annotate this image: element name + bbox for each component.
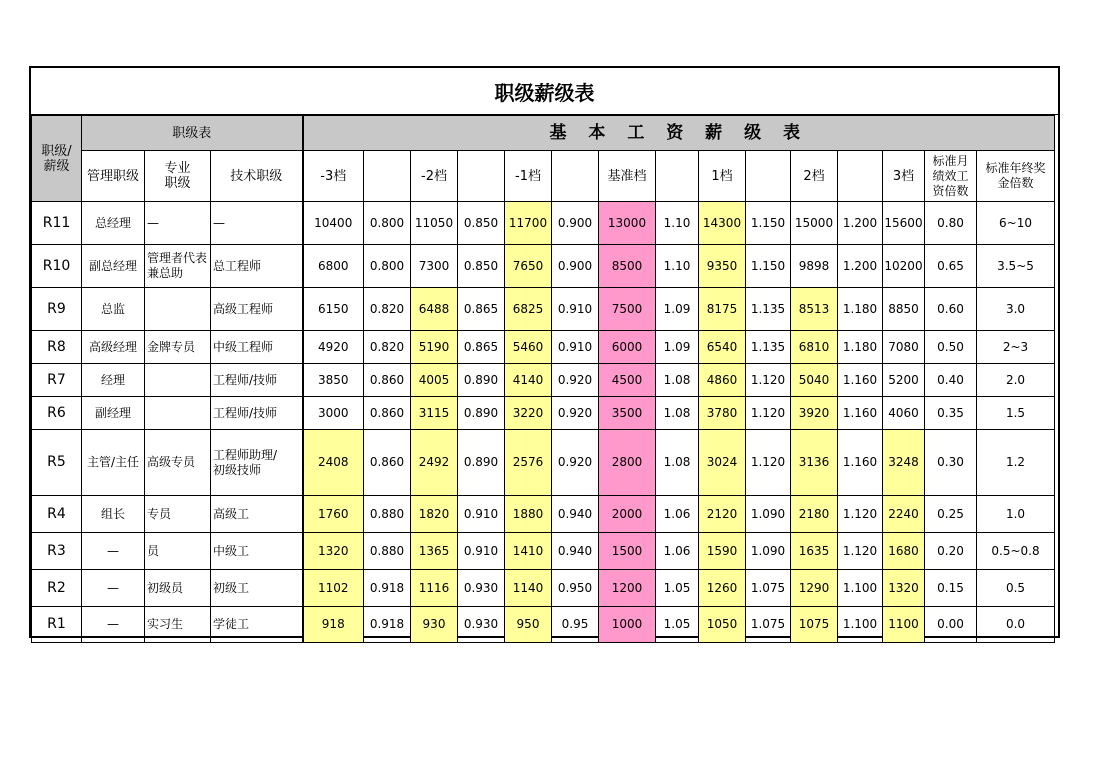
salary-sheet: [29, 66, 1060, 638]
ratio-cell: 0.930: [458, 570, 505, 607]
salary-cell: 5460: [505, 331, 552, 364]
salary-cell: 4860: [699, 364, 746, 397]
page-title: 职级薪级表: [31, 68, 1058, 115]
salary-cell: 3000: [303, 397, 364, 430]
grade-header: -3档: [303, 151, 364, 202]
salary-cell: 1102: [303, 570, 364, 607]
technical-rank: 初级工: [211, 570, 303, 607]
ratio-cell: 0.865: [458, 331, 505, 364]
management-rank: 副经理: [82, 397, 145, 430]
ratio-cell: 0.920: [552, 397, 599, 430]
annual-bonus-multiple: 3.5~5: [977, 245, 1055, 288]
ratio-cell: 1.120: [838, 533, 883, 570]
salary-cell: 9350: [699, 245, 746, 288]
ratio-cell: 0.860: [364, 430, 411, 496]
salary-cell: 15000: [791, 202, 838, 245]
rank-code: R2: [32, 570, 82, 607]
ratio-cell: 1.200: [838, 245, 883, 288]
technical-rank: 中级工: [211, 533, 303, 570]
table-row: [32, 288, 1055, 331]
salary-cell: 1290: [791, 570, 838, 607]
salary-cell: 7500: [599, 288, 656, 331]
ratio-cell: 0.800: [364, 202, 411, 245]
table-row: [32, 607, 1055, 643]
ratio-cell: 0.918: [364, 607, 411, 643]
salary-cell: 2180: [791, 496, 838, 533]
table-row: [32, 331, 1055, 364]
header-subrow: [32, 151, 1055, 202]
salary-cell: 3136: [791, 430, 838, 496]
ratio-cell: 0.850: [458, 245, 505, 288]
salary-cell: 3220: [505, 397, 552, 430]
salary-cell: 2408: [303, 430, 364, 496]
table-row: [32, 397, 1055, 430]
management-rank-header: 管理职级: [82, 151, 145, 202]
salary-cell: 10400: [303, 202, 364, 245]
salary-cell: 950: [505, 607, 552, 643]
salary-cell: 4060: [883, 397, 925, 430]
management-rank: —: [82, 607, 145, 643]
annual-bonus-multiple: 3.0: [977, 288, 1055, 331]
salary-cell: 4140: [505, 364, 552, 397]
rank-table-header: 职级表: [82, 116, 303, 151]
salary-table: [31, 115, 1055, 643]
ratio-cell: 0.900: [552, 202, 599, 245]
salary-cell: 6800: [303, 245, 364, 288]
ratio-cell: 1.090: [746, 533, 791, 570]
monthly-perf-multiple: 0.15: [925, 570, 977, 607]
rank-level-header: 职级/ 薪级: [32, 116, 82, 202]
professional-rank: 高级专员: [145, 430, 211, 496]
technical-rank: 工程师/技师: [211, 364, 303, 397]
base-salary-header: 基 本 工 资 薪 级 表: [303, 116, 1055, 151]
salary-cell: 4500: [599, 364, 656, 397]
professional-rank: 员: [145, 533, 211, 570]
salary-cell: 2576: [505, 430, 552, 496]
monthly-perf-multiple: 0.35: [925, 397, 977, 430]
monthly-perf-multiple: 0.40: [925, 364, 977, 397]
annual-bonus-multiple: 0.0: [977, 607, 1055, 643]
grade-header: [552, 151, 599, 202]
salary-cell: 1116: [411, 570, 458, 607]
monthly-perf-multiple: 0.80: [925, 202, 977, 245]
ratio-cell: 0.95: [552, 607, 599, 643]
salary-cell: 3024: [699, 430, 746, 496]
salary-cell: 6000: [599, 331, 656, 364]
salary-cell: 1050: [699, 607, 746, 643]
management-rank: 副总经理: [82, 245, 145, 288]
monthly-perf-multiple: 0.50: [925, 331, 977, 364]
ratio-cell: 1.135: [746, 331, 791, 364]
grade-header: 3档: [883, 151, 925, 202]
ratio-cell: 0.820: [364, 288, 411, 331]
salary-cell: 8513: [791, 288, 838, 331]
salary-cell: 2000: [599, 496, 656, 533]
ratio-cell: 0.950: [552, 570, 599, 607]
ratio-cell: 0.910: [458, 496, 505, 533]
ratio-cell: 1.120: [746, 430, 791, 496]
salary-cell: 1635: [791, 533, 838, 570]
salary-cell: 930: [411, 607, 458, 643]
salary-cell: 1820: [411, 496, 458, 533]
salary-cell: 1760: [303, 496, 364, 533]
annual-bonus-multiple: 0.5~0.8: [977, 533, 1055, 570]
salary-cell: 1320: [303, 533, 364, 570]
ratio-cell: 1.10: [656, 202, 699, 245]
ratio-cell: 1.100: [838, 607, 883, 643]
ratio-cell: 0.910: [552, 288, 599, 331]
ratio-cell: 1.150: [746, 202, 791, 245]
table-row: [32, 245, 1055, 288]
ratio-cell: 1.200: [838, 202, 883, 245]
salary-cell: 3850: [303, 364, 364, 397]
salary-cell: 8175: [699, 288, 746, 331]
ratio-cell: 0.940: [552, 496, 599, 533]
monthly-perf-multiple: 0.60: [925, 288, 977, 331]
salary-cell: 1410: [505, 533, 552, 570]
header-row: [32, 116, 1055, 151]
ratio-cell: 1.09: [656, 288, 699, 331]
rank-code: R6: [32, 397, 82, 430]
salary-cell: 1140: [505, 570, 552, 607]
technical-rank: —: [211, 202, 303, 245]
salary-cell: 11700: [505, 202, 552, 245]
ratio-cell: 0.910: [458, 533, 505, 570]
salary-cell: 11050: [411, 202, 458, 245]
technical-rank-header: 技术职级: [211, 151, 303, 202]
annual-bonus-multiple: 1.5: [977, 397, 1055, 430]
salary-cell: 3115: [411, 397, 458, 430]
monthly-perf-multiple: 0.65: [925, 245, 977, 288]
grade-header: [746, 151, 791, 202]
monthly-perf-multiple: 0.30: [925, 430, 977, 496]
salary-cell: 14300: [699, 202, 746, 245]
technical-rank: 中级工程师: [211, 331, 303, 364]
salary-cell: 1590: [699, 533, 746, 570]
management-rank: 高级经理: [82, 331, 145, 364]
ratio-cell: 1.100: [838, 570, 883, 607]
management-rank: 组长: [82, 496, 145, 533]
technical-rank: 工程师/技师: [211, 397, 303, 430]
technical-rank: 高级工: [211, 496, 303, 533]
grade-header: [838, 151, 883, 202]
ratio-cell: 1.135: [746, 288, 791, 331]
salary-cell: 8850: [883, 288, 925, 331]
ratio-cell: 0.880: [364, 533, 411, 570]
ratio-cell: 1.06: [656, 496, 699, 533]
annual-bonus-multiple: 1.0: [977, 496, 1055, 533]
ratio-cell: 0.940: [552, 533, 599, 570]
annual-bonus-multiple: 1.2: [977, 430, 1055, 496]
ratio-cell: 0.820: [364, 331, 411, 364]
professional-rank: [145, 397, 211, 430]
ratio-cell: 1.120: [746, 397, 791, 430]
monthly-perf-multiple: 0.00: [925, 607, 977, 643]
ratio-cell: 1.09: [656, 331, 699, 364]
salary-cell: 1880: [505, 496, 552, 533]
annual-bonus-multiple: 2.0: [977, 364, 1055, 397]
salary-cell: 5040: [791, 364, 838, 397]
professional-rank: 实习生: [145, 607, 211, 643]
grade-header: 基准档: [599, 151, 656, 202]
ratio-cell: 0.860: [364, 364, 411, 397]
ratio-cell: 0.900: [552, 245, 599, 288]
technical-rank: 高级工程师: [211, 288, 303, 331]
annual-bonus-multiple: 6~10: [977, 202, 1055, 245]
salary-cell: 2800: [599, 430, 656, 496]
ratio-cell: 1.05: [656, 570, 699, 607]
salary-cell: 6810: [791, 331, 838, 364]
ratio-cell: 1.10: [656, 245, 699, 288]
annual-bonus-multiple: 0.5: [977, 570, 1055, 607]
salary-cell: 6825: [505, 288, 552, 331]
ratio-cell: 1.08: [656, 364, 699, 397]
ratio-cell: 1.150: [746, 245, 791, 288]
management-rank: —: [82, 570, 145, 607]
grade-header: -2档: [411, 151, 458, 202]
grade-header: [656, 151, 699, 202]
ratio-cell: 0.918: [364, 570, 411, 607]
salary-cell: 7300: [411, 245, 458, 288]
salary-cell: 6488: [411, 288, 458, 331]
salary-cell: 3248: [883, 430, 925, 496]
professional-rank: 专员: [145, 496, 211, 533]
ratio-cell: 1.180: [838, 288, 883, 331]
ratio-cell: 1.120: [746, 364, 791, 397]
rank-code: R9: [32, 288, 82, 331]
salary-cell: 8500: [599, 245, 656, 288]
salary-cell: 3780: [699, 397, 746, 430]
salary-cell: 3500: [599, 397, 656, 430]
ratio-cell: 0.800: [364, 245, 411, 288]
ratio-cell: 1.120: [838, 496, 883, 533]
monthly-perf-multiple: 0.25: [925, 496, 977, 533]
salary-cell: 15600: [883, 202, 925, 245]
table-row: [32, 496, 1055, 533]
salary-cell: 1680: [883, 533, 925, 570]
salary-cell: 1260: [699, 570, 746, 607]
ratio-cell: 1.08: [656, 430, 699, 496]
annual-bonus-multiple: 2~3: [977, 331, 1055, 364]
technical-rank: 工程师助理/ 初级技师: [211, 430, 303, 496]
rank-code: R1: [32, 607, 82, 643]
salary-cell: 9898: [791, 245, 838, 288]
rank-code: R8: [32, 331, 82, 364]
grade-header: -1档: [505, 151, 552, 202]
salary-cell: 13000: [599, 202, 656, 245]
professional-rank: [145, 288, 211, 331]
salary-cell: 4005: [411, 364, 458, 397]
grade-header: 2档: [791, 151, 838, 202]
monthly-perf-header: 标准月 绩效工 资倍数: [925, 151, 977, 202]
salary-cell: 10200: [883, 245, 925, 288]
rank-code: R5: [32, 430, 82, 496]
professional-rank: 金牌专员: [145, 331, 211, 364]
ratio-cell: 1.160: [838, 364, 883, 397]
ratio-cell: 0.890: [458, 397, 505, 430]
management-rank: 总经理: [82, 202, 145, 245]
table-row: [32, 364, 1055, 397]
salary-cell: 6540: [699, 331, 746, 364]
technical-rank: 总工程师: [211, 245, 303, 288]
salary-cell: 1500: [599, 533, 656, 570]
management-rank: 经理: [82, 364, 145, 397]
rank-code: R7: [32, 364, 82, 397]
salary-cell: 4920: [303, 331, 364, 364]
ratio-cell: 1.05: [656, 607, 699, 643]
ratio-cell: 0.880: [364, 496, 411, 533]
ratio-cell: 0.920: [552, 430, 599, 496]
table-row: [32, 533, 1055, 570]
management-rank: —: [82, 533, 145, 570]
monthly-perf-multiple: 0.20: [925, 533, 977, 570]
salary-cell: 3920: [791, 397, 838, 430]
ratio-cell: 0.860: [364, 397, 411, 430]
ratio-cell: 1.160: [838, 430, 883, 496]
ratio-cell: 1.160: [838, 397, 883, 430]
salary-cell: 6150: [303, 288, 364, 331]
salary-cell: 918: [303, 607, 364, 643]
ratio-cell: 1.06: [656, 533, 699, 570]
technical-rank: 学徒工: [211, 607, 303, 643]
ratio-cell: 1.090: [746, 496, 791, 533]
ratio-cell: 1.075: [746, 607, 791, 643]
ratio-cell: 0.890: [458, 430, 505, 496]
salary-cell: 7650: [505, 245, 552, 288]
table-row: [32, 430, 1055, 496]
ratio-cell: 0.920: [552, 364, 599, 397]
salary-cell: 7080: [883, 331, 925, 364]
rank-code: R11: [32, 202, 82, 245]
professional-rank: 初级员: [145, 570, 211, 607]
grade-header: 1档: [699, 151, 746, 202]
ratio-cell: 0.850: [458, 202, 505, 245]
salary-cell: 2492: [411, 430, 458, 496]
salary-cell: 1100: [883, 607, 925, 643]
rank-code: R10: [32, 245, 82, 288]
salary-cell: 1075: [791, 607, 838, 643]
rank-code: R3: [32, 533, 82, 570]
management-rank: 主管/主任: [82, 430, 145, 496]
salary-cell: 1200: [599, 570, 656, 607]
grade-header: [364, 151, 411, 202]
professional-rank: [145, 364, 211, 397]
salary-cell: 1320: [883, 570, 925, 607]
ratio-cell: 0.890: [458, 364, 505, 397]
salary-cell: 1000: [599, 607, 656, 643]
ratio-cell: 1.08: [656, 397, 699, 430]
table-row: [32, 202, 1055, 245]
ratio-cell: 0.910: [552, 331, 599, 364]
management-rank: 总监: [82, 288, 145, 331]
salary-cell: 2240: [883, 496, 925, 533]
salary-cell: 1365: [411, 533, 458, 570]
professional-rank-header: 专业 职级: [145, 151, 211, 202]
table-row: [32, 570, 1055, 607]
ratio-cell: 1.180: [838, 331, 883, 364]
rank-code: R4: [32, 496, 82, 533]
ratio-cell: 0.930: [458, 607, 505, 643]
salary-cell: 5200: [883, 364, 925, 397]
professional-rank: —: [145, 202, 211, 245]
ratio-cell: 1.075: [746, 570, 791, 607]
salary-cell: 2120: [699, 496, 746, 533]
salary-cell: 5190: [411, 331, 458, 364]
professional-rank: 管理者代表 兼总助: [145, 245, 211, 288]
ratio-cell: 0.865: [458, 288, 505, 331]
grade-header: [458, 151, 505, 202]
annual-bonus-header: 标准年终奖 金倍数: [977, 151, 1055, 202]
